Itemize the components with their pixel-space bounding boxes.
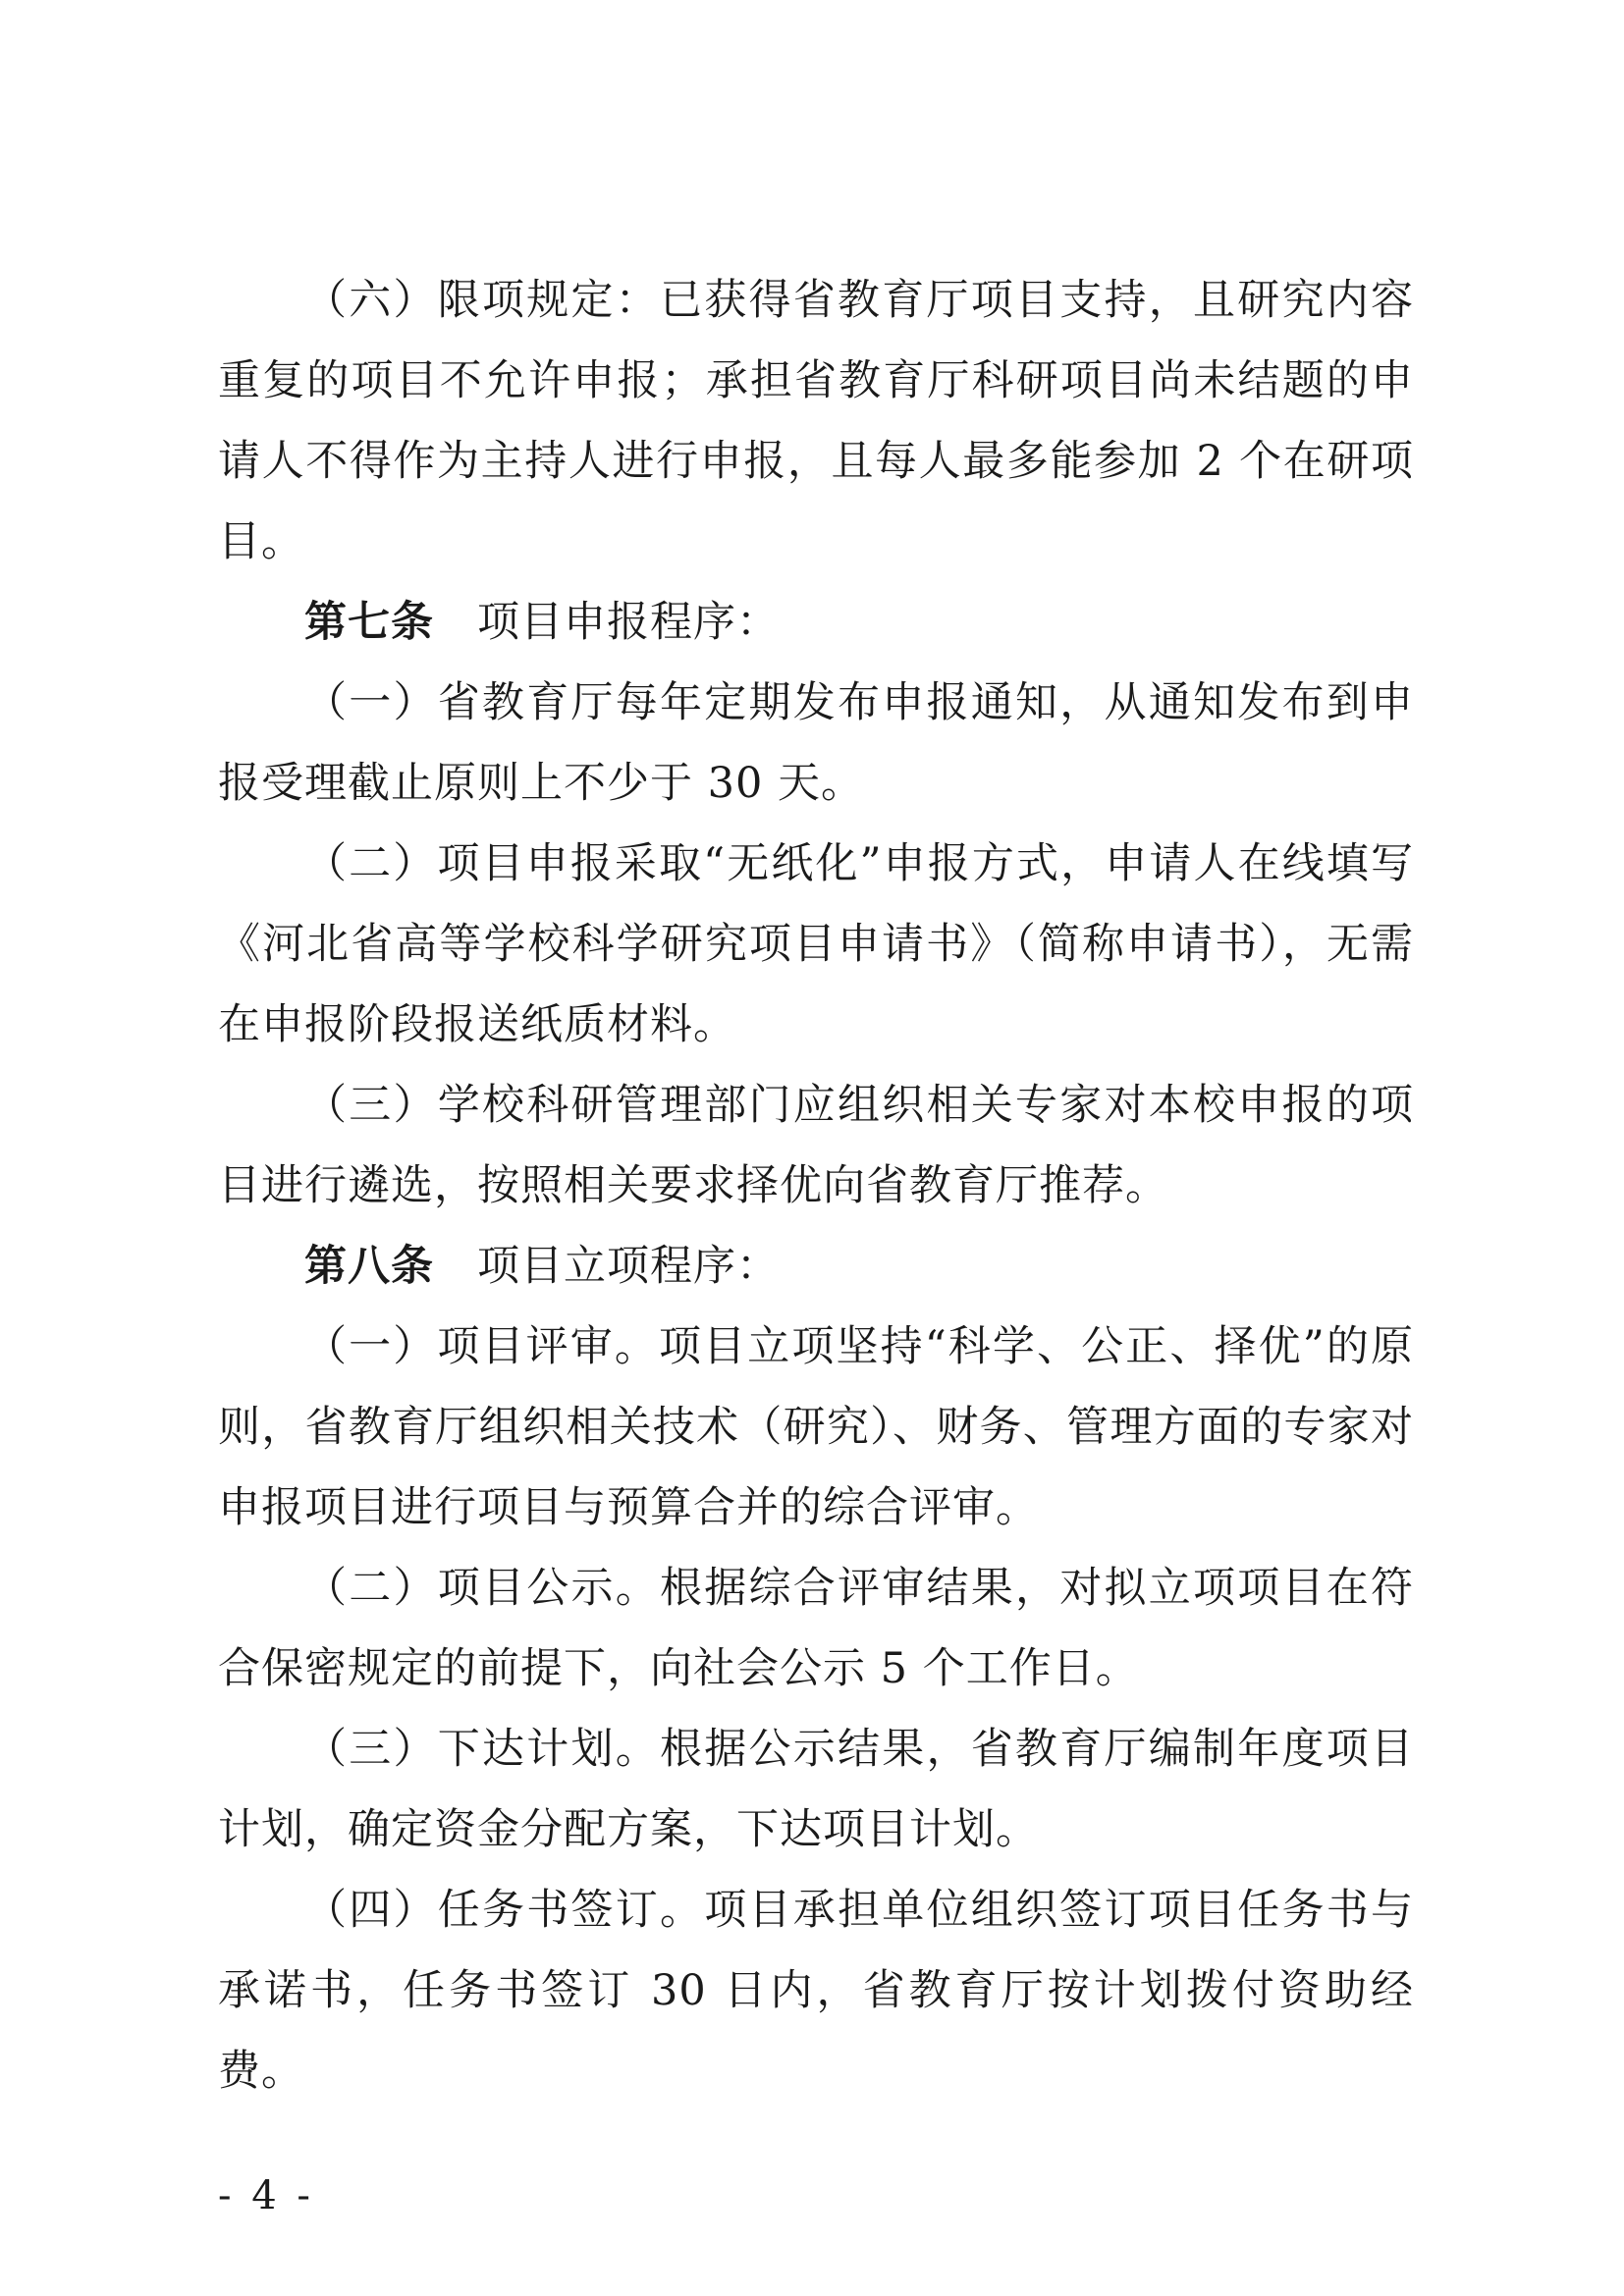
article-8-label: 第八条 [304, 1242, 434, 1291]
paragraph-project-review: （一）项目评审。项目立项坚持“科学、公正、择优”的原则，省教育厅组织相关技术（研究）、财务、管理方面的专家对申报项目进行项目与预算合并的综合评审。 [218, 1322, 1414, 1532]
paragraph-limit-rules: （六）限项规定：已获得省教育厅项目支持，且研究内容重复的项目不允许申报；承担省教育厅科研项目尚未结题的申请人不得作为主持人进行申报，且每人最多能参加 2 个在研项目。 [218, 276, 1414, 566]
document-body [218, 260, 1414, 2111]
paragraph-project-publicity: （二）项目公示。根据综合评审结果，对拟立项项目在符合保密规定的前提下，向社会公示 5 个工作日。 [218, 1564, 1414, 1693]
paragraph-school-selection: （三）学校科研管理部门应组织相关专家对本校申报的项目进行遴选，按照相关要求择优向省教育厅推荐。 [218, 1081, 1414, 1210]
article-7-title: 项目申报程序： [477, 598, 780, 647]
article-8-title: 项目立项程序： [477, 1242, 780, 1291]
page-number: - 4 - [218, 2173, 314, 2218]
article-7-heading [218, 582, 1414, 663]
article-7-label: 第七条 [304, 598, 434, 647]
paragraph-application-notice: （一）省教育厅每年定期发布申报通知，从通知发布到申报受理截止原则上不少于 30 天。 [218, 678, 1414, 808]
article-8-heading [218, 1226, 1414, 1307]
paragraph-task-agreement: （四）任务书签订。项目承担单位组织签订项目任务书与承诺书，任务书签订 30 日内，省教育厅按计划拨付资助经费。 [218, 1886, 1414, 2096]
paragraph-paperless-application: （二）项目申报采取“无纸化”申报方式，申请人在线填写《河北省高等学校科学研究项目申请书》（简称申请书），无需在申报阶段报送纸质材料。 [218, 839, 1414, 1049]
paragraph-issue-plan: （三）下达计划。根据公示结果，省教育厅编制年度项目计划，确定资金分配方案，下达项目计划。 [218, 1725, 1414, 1854]
